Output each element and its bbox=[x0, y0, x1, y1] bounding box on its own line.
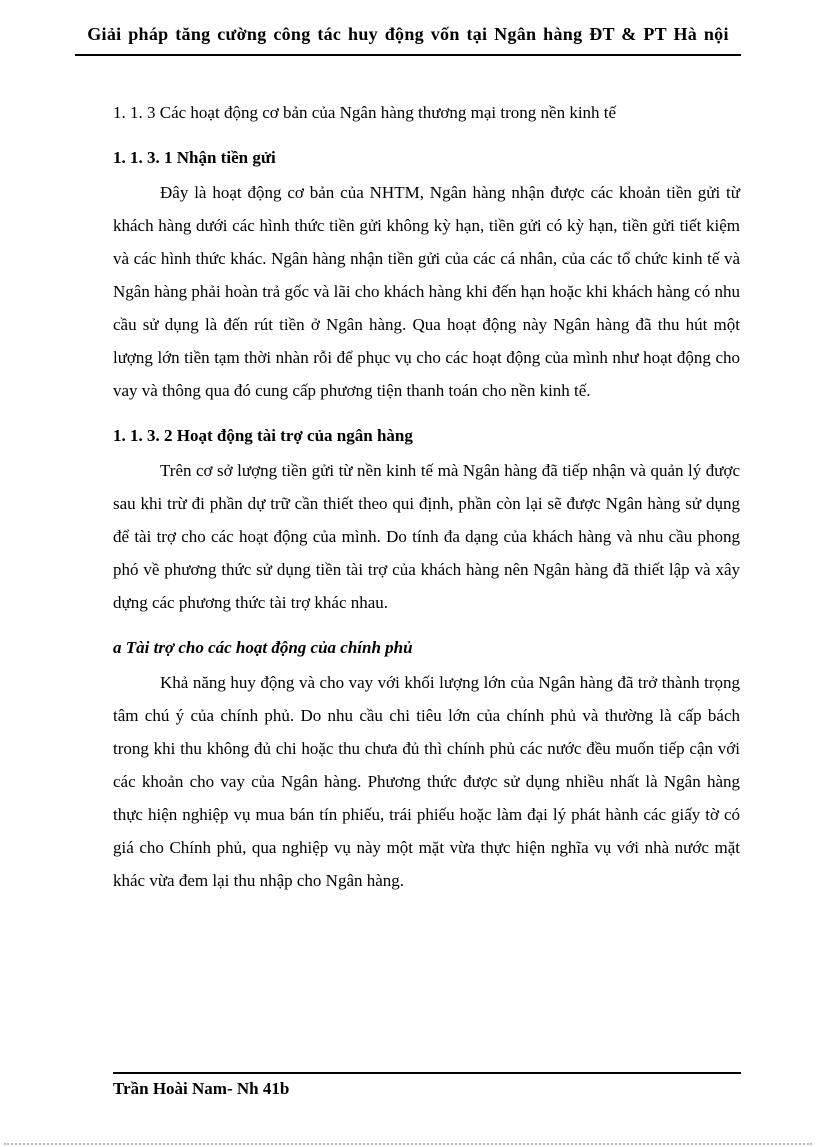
paragraph-deposits: Đây là hoạt động cơ bản của NHTM, Ngân hàng nhận được các khoản tiền gửi từ khách hàng dưới các hình thức tiền gửi không kỳ hạn, tiền gửi có kỳ hạn, tiền gửi tiết kiệm và các hình thức khác. Ngân hàng nhận tiền gửi của các cá nhân, của các tổ chức kinh tế và Ngân hàng phải hoàn trả gốc và lãi cho khách hàng khi đến hạn hoặc khi khách hàng có nhu cầu sử dụng là đến rút tiền ở Ngân hàng. Qua hoạt động này Ngân hàng đã thu hút một lượng lớn tiền tạm thời nhàn rỗi để phục vụ cho các hoạt động của mình như hoạt động cho vay và thông qua đó cung cấp phương tiện thanh toán cho nền kinh tế. bbox=[113, 183, 740, 400]
subsection-heading-deposits: 1. 1. 3. 1 Nhận tiền gửi bbox=[113, 148, 276, 167]
document-page bbox=[0, 24, 816, 1147]
page-footer bbox=[113, 1072, 741, 1099]
header-title: Giải pháp tăng cường công tác huy động vốn tại Ngân hàng ĐT & PT Hà nội bbox=[87, 24, 729, 44]
page-break-dotted-line bbox=[4, 1143, 812, 1145]
paragraph-financing: Trên cơ sở lượng tiền gửi từ nền kinh tế mà Ngân hàng đã tiếp nhận và quản lý được sau khi trừ đi phần dự trữ cần thiết theo qui định, phần còn lại sẽ được Ngân hàng sử dụng để tài trợ cho các hoạt động của mình. Do tính đa dạng của khách hàng và nhu cầu phong phó về phương thức sử dụng tiền tài trợ của khách hàng nên Ngân hàng đã thiết lập và xây dựng các phương thức tài trợ khác nhau. bbox=[113, 461, 740, 612]
page-header bbox=[75, 24, 741, 56]
section-heading: 1. 1. 3 Các hoạt động cơ bản của Ngân hàng thương mại trong nền kinh tế bbox=[113, 103, 617, 122]
subsection-heading-financing: 1. 1. 3. 2 Hoạt động tài trợ của ngân hàng bbox=[113, 426, 413, 445]
paragraph-government-financing: Khả năng huy động và cho vay với khối lượng lớn của Ngân hàng đã trở thành trọng tâm chú ý của chính phủ. Do nhu cầu chi tiêu lớn của chính phủ và thường là cấp bách trong khi thu không đủ chi hoặc thu chưa đủ thì chính phủ các nước đều muốn tiếp cận với các khoản cho vay của Ngân hàng. Phương thức được sử dụng nhiều nhất là Ngân hàng thực hiện nghiệp vụ mua bán tín phiếu, trái phiếu hoặc làm đại lý phát hành các giấy tờ có giá cho Chính phủ, qua nghiệp vụ này một mặt vừa thực hiện nghĩa vụ với nhà nước mặt khác vừa đem lại thu nhập cho Ngân hàng. bbox=[113, 673, 740, 890]
document-content bbox=[113, 96, 740, 897]
subsection-heading-government-financing: a Tài trợ cho các hoạt động của chính phủ bbox=[113, 638, 413, 657]
footer-author: Trần Hoài Nam- Nh 41b bbox=[113, 1079, 290, 1098]
